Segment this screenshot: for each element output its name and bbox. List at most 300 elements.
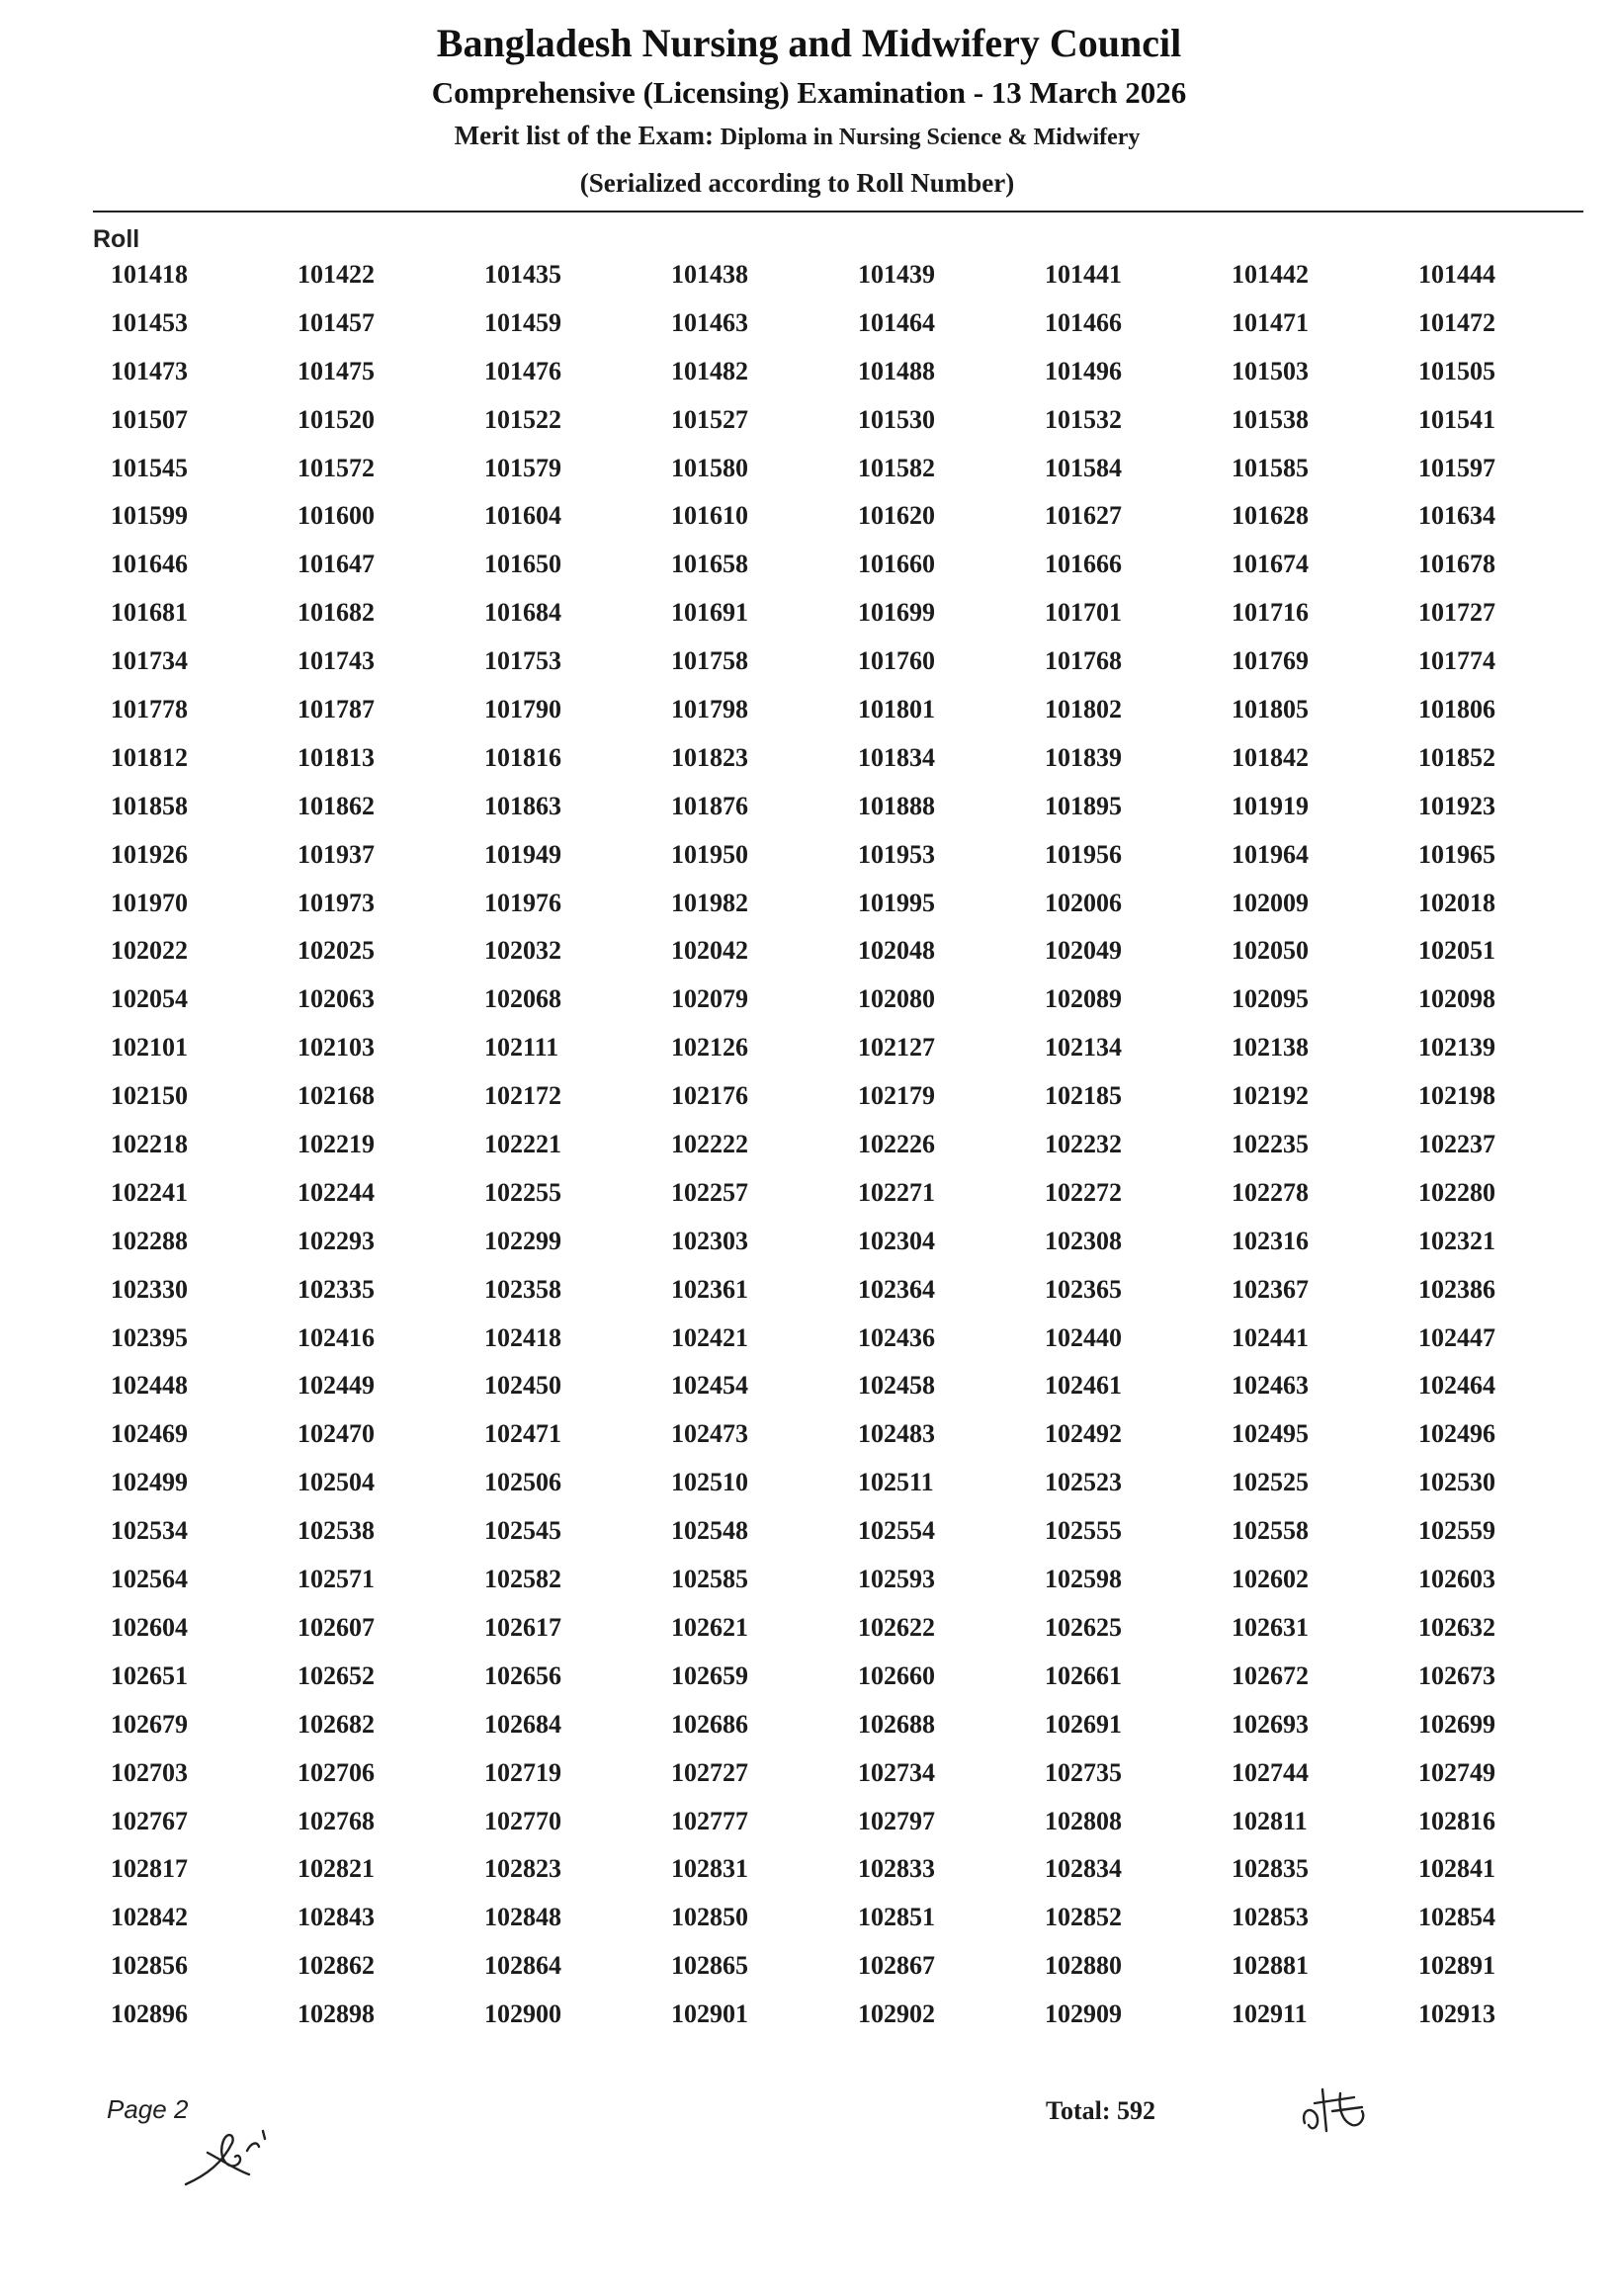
roll-number-cell: 102172 bbox=[484, 1081, 561, 1111]
roll-number-cell: 101813 bbox=[298, 742, 375, 772]
roll-number-cell: 101716 bbox=[1232, 598, 1309, 628]
roll-number-cell: 102303 bbox=[671, 1226, 748, 1255]
roll-number-cell: 102607 bbox=[298, 1612, 375, 1642]
roll-number-cell: 101982 bbox=[671, 888, 748, 917]
roll-number-cell: 101858 bbox=[111, 791, 188, 820]
table-row bbox=[111, 648, 1534, 697]
roll-number-cell: 102454 bbox=[671, 1371, 748, 1401]
roll-number-cell: 102880 bbox=[1045, 1951, 1122, 1981]
roll-number-cell: 102051 bbox=[1418, 936, 1495, 966]
roll-number-cell: 101604 bbox=[484, 501, 561, 531]
roll-number-cell: 102418 bbox=[484, 1322, 561, 1352]
roll-number-cell: 101834 bbox=[858, 742, 935, 772]
roll-number-cell: 101438 bbox=[671, 260, 748, 289]
roll-number-cell: 102244 bbox=[298, 1177, 375, 1207]
roll-number-cell: 102582 bbox=[484, 1565, 561, 1594]
roll-number-cell: 101790 bbox=[484, 695, 561, 724]
roll-number-cell: 101964 bbox=[1232, 839, 1309, 869]
roll-number-cell: 102777 bbox=[671, 1806, 748, 1835]
roll-number-cell: 102593 bbox=[858, 1565, 935, 1594]
roll-number-cell: 101949 bbox=[484, 839, 561, 869]
roll-number-cell: 102335 bbox=[298, 1274, 375, 1304]
roll-number-cell: 101475 bbox=[298, 356, 375, 385]
roll-number-cell: 102449 bbox=[298, 1371, 375, 1401]
roll-number-cell: 102896 bbox=[111, 1999, 188, 2029]
roll-number-cell: 101805 bbox=[1232, 695, 1309, 724]
roll-number-cell: 101876 bbox=[671, 791, 748, 820]
roll-number-cell: 102617 bbox=[484, 1612, 561, 1642]
roll-number-cell: 102854 bbox=[1418, 1903, 1495, 1932]
roll-number-cell: 102631 bbox=[1232, 1612, 1309, 1642]
roll-number-cell: 101464 bbox=[858, 307, 935, 337]
roll-number-cell: 101802 bbox=[1045, 695, 1122, 724]
roll-number-cell: 101862 bbox=[298, 791, 375, 820]
roll-number-cell: 102101 bbox=[111, 1033, 188, 1063]
roll-number-cell: 101505 bbox=[1418, 356, 1495, 385]
roll-number-cell: 102127 bbox=[858, 1033, 935, 1063]
roll-number-cell: 102571 bbox=[298, 1565, 375, 1594]
roll-number-cell: 102063 bbox=[298, 984, 375, 1014]
roll-number-cell: 102538 bbox=[298, 1516, 375, 1546]
roll-number-cell: 102367 bbox=[1232, 1274, 1309, 1304]
roll-number-cell: 102219 bbox=[298, 1130, 375, 1159]
roll-number-cell: 101522 bbox=[484, 404, 561, 434]
roll-number-cell: 102050 bbox=[1232, 936, 1309, 966]
serialized-note: (Serialized according to Roll Number) bbox=[579, 168, 1015, 198]
roll-number-cell: 102851 bbox=[858, 1903, 935, 1932]
roll-number-cell: 101976 bbox=[484, 888, 561, 917]
roll-number-cell: 102308 bbox=[1045, 1226, 1122, 1255]
roll-number-cell: 102727 bbox=[671, 1757, 748, 1787]
roll-number-cell: 102358 bbox=[484, 1274, 561, 1304]
roll-number-cell: 102554 bbox=[858, 1516, 935, 1546]
roll-number-cell: 102447 bbox=[1418, 1322, 1495, 1352]
table-row bbox=[111, 1177, 1534, 1229]
roll-number-cell: 102652 bbox=[298, 1660, 375, 1690]
roll-number-cell: 101806 bbox=[1418, 695, 1495, 724]
roll-number-cell: 101471 bbox=[1232, 307, 1309, 337]
roll-number-cell: 102735 bbox=[1045, 1757, 1122, 1787]
table-row bbox=[111, 262, 1534, 310]
roll-number-cell: 102656 bbox=[484, 1660, 561, 1690]
roll-number-cell: 102699 bbox=[1418, 1709, 1495, 1739]
roll-number-cell: 101965 bbox=[1418, 839, 1495, 869]
roll-number-cell: 101774 bbox=[1418, 646, 1495, 676]
roll-number-cell: 102604 bbox=[111, 1612, 188, 1642]
roll-number-cell: 101538 bbox=[1232, 404, 1309, 434]
roll-number-cell: 101439 bbox=[858, 260, 935, 289]
roll-number-cell: 101839 bbox=[1045, 742, 1122, 772]
roll-number-cell: 102679 bbox=[111, 1709, 188, 1739]
roll-number-cell: 101768 bbox=[1045, 646, 1122, 676]
table-row bbox=[111, 1083, 1534, 1132]
roll-number-cell: 101520 bbox=[298, 404, 375, 434]
roll-number-cell: 102272 bbox=[1045, 1177, 1122, 1207]
roll-number-cell: 102625 bbox=[1045, 1612, 1122, 1642]
roll-number-cell: 102126 bbox=[671, 1033, 748, 1063]
roll-number-cell: 102835 bbox=[1232, 1854, 1309, 1884]
roll-number-cell: 102416 bbox=[298, 1322, 375, 1352]
roll-number-cell: 102848 bbox=[484, 1903, 561, 1932]
roll-number-cell: 101970 bbox=[111, 888, 188, 917]
roll-number-cell: 102068 bbox=[484, 984, 561, 1014]
roll-number-cell: 101532 bbox=[1045, 404, 1122, 434]
roll-number-cell: 102856 bbox=[111, 1951, 188, 1981]
roll-number-cell: 101658 bbox=[671, 550, 748, 579]
roll-number-cell: 101441 bbox=[1045, 260, 1122, 289]
roll-number-cell: 102867 bbox=[858, 1951, 935, 1981]
roll-number-cell: 102673 bbox=[1418, 1660, 1495, 1690]
roll-number-cell: 101863 bbox=[484, 791, 561, 820]
roll-number-cell: 101527 bbox=[671, 404, 748, 434]
roll-number-cell: 102511 bbox=[858, 1468, 934, 1497]
header-divider bbox=[93, 211, 1583, 213]
council-title: Bangladesh Nursing and Midwifery Council bbox=[436, 21, 1182, 65]
roll-number-cell: 102395 bbox=[111, 1322, 188, 1352]
roll-number-cell: 101758 bbox=[671, 646, 748, 676]
roll-number-cell: 101453 bbox=[111, 307, 188, 337]
roll-number-cell: 102881 bbox=[1232, 1951, 1309, 1981]
roll-number-cell: 102558 bbox=[1232, 1516, 1309, 1546]
roll-number-cell: 102661 bbox=[1045, 1660, 1122, 1690]
roll-number-cell: 102025 bbox=[298, 936, 375, 966]
roll-number-cell: 102192 bbox=[1232, 1081, 1309, 1111]
roll-number-cell: 102364 bbox=[858, 1274, 935, 1304]
roll-number-cell: 102032 bbox=[484, 936, 561, 966]
roll-number-cell: 101650 bbox=[484, 550, 561, 579]
roll-number-cell: 101579 bbox=[484, 453, 561, 482]
roll-number-cell: 102330 bbox=[111, 1274, 188, 1304]
roll-number-cell: 101923 bbox=[1418, 791, 1495, 820]
roll-number-cell: 101442 bbox=[1232, 260, 1309, 289]
roll-number-cell: 102564 bbox=[111, 1565, 188, 1594]
roll-number-cell: 102770 bbox=[484, 1806, 561, 1835]
roll-number-cell: 101463 bbox=[671, 307, 748, 337]
roll-number-cell: 102079 bbox=[671, 984, 748, 1014]
table-row bbox=[111, 453, 1534, 504]
roll-number-cell: 101660 bbox=[858, 550, 935, 579]
roll-number-cell: 102471 bbox=[484, 1419, 561, 1449]
roll-number-cell: 102280 bbox=[1418, 1177, 1495, 1207]
roll-number-cell: 101482 bbox=[671, 356, 748, 385]
roll-number-cell: 101503 bbox=[1232, 356, 1309, 385]
table-row bbox=[111, 307, 1534, 359]
table-row bbox=[111, 839, 1534, 891]
roll-number-cell: 102843 bbox=[298, 1903, 375, 1932]
roll-number-cell: 102436 bbox=[858, 1322, 935, 1352]
roll-number-cell: 102862 bbox=[298, 1951, 375, 1981]
merit-list-line bbox=[0, 121, 1606, 151]
table-row bbox=[111, 938, 1534, 986]
roll-number-cell: 102821 bbox=[298, 1854, 375, 1884]
table-row bbox=[111, 503, 1534, 552]
roll-number-cell: 101798 bbox=[671, 695, 748, 724]
table-row bbox=[111, 1567, 1534, 1615]
roll-number-cell: 102602 bbox=[1232, 1565, 1309, 1594]
roll-number-cell: 102221 bbox=[484, 1130, 561, 1159]
table-row bbox=[111, 1274, 1534, 1325]
table-row bbox=[111, 1226, 1534, 1277]
roll-number-cell: 102852 bbox=[1045, 1903, 1122, 1932]
roll-number-cell: 102585 bbox=[671, 1565, 748, 1594]
roll-number-cell: 102103 bbox=[298, 1033, 375, 1063]
roll-number-cell: 101496 bbox=[1045, 356, 1122, 385]
table-row bbox=[111, 1373, 1534, 1421]
roll-number-cell: 102691 bbox=[1045, 1709, 1122, 1739]
roll-number-cell: 102440 bbox=[1045, 1322, 1122, 1352]
table-row bbox=[111, 1905, 1534, 1953]
roll-number-cell: 101760 bbox=[858, 646, 935, 676]
roll-number-cell: 102660 bbox=[858, 1660, 935, 1690]
roll-number-cell: 102176 bbox=[671, 1081, 748, 1111]
roll-number-cell: 101674 bbox=[1232, 550, 1309, 579]
roll-number-cell: 102767 bbox=[111, 1806, 188, 1835]
roll-number-cell: 101973 bbox=[298, 888, 375, 917]
roll-number-cell: 101682 bbox=[298, 598, 375, 628]
roll-number-cell: 102473 bbox=[671, 1419, 748, 1449]
roll-number-cell: 101995 bbox=[858, 888, 935, 917]
roll-number-cell: 102545 bbox=[484, 1516, 561, 1546]
roll-number-cell: 101584 bbox=[1045, 453, 1122, 482]
roll-number-cell: 101895 bbox=[1045, 791, 1122, 820]
roll-number-cell: 102734 bbox=[858, 1757, 935, 1787]
roll-number-cell: 101599 bbox=[111, 501, 188, 531]
roll-number-cell: 102496 bbox=[1418, 1419, 1495, 1449]
roll-number-cell: 102463 bbox=[1232, 1371, 1309, 1401]
roll-number-grid bbox=[111, 262, 1534, 2050]
roll-number-cell: 101684 bbox=[484, 598, 561, 628]
roll-number-cell: 102450 bbox=[484, 1371, 561, 1401]
table-row bbox=[111, 552, 1534, 600]
roll-number-cell: 102523 bbox=[1045, 1468, 1122, 1497]
roll-number-cell: 101418 bbox=[111, 260, 188, 289]
roll-number-cell: 102054 bbox=[111, 984, 188, 1014]
roll-number-cell: 101580 bbox=[671, 453, 748, 482]
roll-number-cell: 101476 bbox=[484, 356, 561, 385]
roll-number-cell: 101585 bbox=[1232, 453, 1309, 482]
roll-number-cell: 102448 bbox=[111, 1371, 188, 1401]
roll-number-cell: 102278 bbox=[1232, 1177, 1309, 1207]
roll-number-cell: 102316 bbox=[1232, 1226, 1309, 1255]
table-row bbox=[111, 1660, 1534, 1712]
roll-number-cell: 102255 bbox=[484, 1177, 561, 1207]
signature-right bbox=[1293, 2076, 1382, 2145]
roll-number-cell: 102150 bbox=[111, 1081, 188, 1111]
table-row bbox=[111, 986, 1534, 1035]
roll-number-cell: 102622 bbox=[858, 1612, 935, 1642]
roll-number-cell: 101691 bbox=[671, 598, 748, 628]
roll-number-cell: 102241 bbox=[111, 1177, 188, 1207]
roll-number-cell: 101646 bbox=[111, 550, 188, 579]
roll-number-cell: 102768 bbox=[298, 1806, 375, 1835]
roll-number-cell: 101953 bbox=[858, 839, 935, 869]
roll-number-cell: 102006 bbox=[1045, 888, 1122, 917]
roll-number-cell: 101600 bbox=[298, 501, 375, 531]
roll-number-cell: 101466 bbox=[1045, 307, 1122, 337]
roll-number-cell: 101545 bbox=[111, 453, 188, 482]
roll-number-cell: 102492 bbox=[1045, 1419, 1122, 1449]
roll-number-cell: 102749 bbox=[1418, 1757, 1495, 1787]
roll-number-cell: 101816 bbox=[484, 742, 561, 772]
table-row bbox=[111, 1806, 1534, 1857]
roll-number-cell: 102651 bbox=[111, 1660, 188, 1690]
roll-number-cell: 102632 bbox=[1418, 1612, 1495, 1642]
roll-number-cell: 102299 bbox=[484, 1226, 561, 1255]
roll-number-cell: 102218 bbox=[111, 1130, 188, 1159]
roll-number-cell: 101812 bbox=[111, 742, 188, 772]
roll-number-cell: 102823 bbox=[484, 1854, 561, 1884]
roll-number-cell: 101801 bbox=[858, 695, 935, 724]
roll-number-cell: 102089 bbox=[1045, 984, 1122, 1014]
table-row bbox=[111, 1132, 1534, 1180]
roll-number-cell: 101472 bbox=[1418, 307, 1495, 337]
roll-number-cell: 101610 bbox=[671, 501, 748, 531]
roll-number-cell: 101582 bbox=[858, 453, 935, 482]
table-row bbox=[111, 1470, 1534, 1518]
roll-number-cell: 102226 bbox=[858, 1130, 935, 1159]
signature-left bbox=[178, 2113, 287, 2192]
roll-number-cell: 102841 bbox=[1418, 1854, 1495, 1884]
roll-number-cell: 102098 bbox=[1418, 984, 1495, 1014]
roll-number-cell: 102902 bbox=[858, 1999, 935, 2029]
roll-number-cell: 101769 bbox=[1232, 646, 1309, 676]
roll-number-cell: 102483 bbox=[858, 1419, 935, 1449]
table-row bbox=[111, 1856, 1534, 1905]
exam-name: Diploma in Nursing Science & Midwifery bbox=[720, 125, 1141, 150]
table-row bbox=[111, 356, 1534, 407]
table-row bbox=[111, 1322, 1534, 1374]
roll-number-cell: 101634 bbox=[1418, 501, 1495, 531]
roll-number-cell: 101444 bbox=[1418, 260, 1495, 289]
roll-number-cell: 101956 bbox=[1045, 839, 1122, 869]
roll-number-cell: 101647 bbox=[298, 550, 375, 579]
roll-number-cell: 101488 bbox=[858, 356, 935, 385]
roll-number-cell: 102911 bbox=[1232, 1999, 1308, 2029]
roll-number-cell: 101753 bbox=[484, 646, 561, 676]
roll-number-cell: 102022 bbox=[111, 936, 188, 966]
roll-number-cell: 102111 bbox=[484, 1033, 559, 1063]
roll-number-cell: 102470 bbox=[298, 1419, 375, 1449]
roll-number-cell: 101888 bbox=[858, 791, 935, 820]
table-row bbox=[111, 404, 1534, 456]
roll-number-cell: 102898 bbox=[298, 1999, 375, 2029]
roll-number-cell: 102672 bbox=[1232, 1660, 1309, 1690]
roll-number-cell: 102361 bbox=[671, 1274, 748, 1304]
roll-number-cell: 102865 bbox=[671, 1951, 748, 1981]
roll-number-cell: 102222 bbox=[671, 1130, 748, 1159]
roll-number-cell: 102693 bbox=[1232, 1709, 1309, 1739]
roll-number-cell: 102198 bbox=[1418, 1081, 1495, 1111]
table-row bbox=[111, 1709, 1534, 1760]
roll-number-cell: 101597 bbox=[1418, 453, 1495, 482]
roll-number-cell: 102548 bbox=[671, 1516, 748, 1546]
roll-number-cell: 102901 bbox=[671, 1999, 748, 2029]
roll-number-cell: 102913 bbox=[1418, 1999, 1495, 2029]
roll-number-cell: 101678 bbox=[1418, 550, 1495, 579]
roll-number-cell: 102048 bbox=[858, 936, 935, 966]
roll-number-cell: 102386 bbox=[1418, 1274, 1495, 1304]
roll-number-cell: 102499 bbox=[111, 1468, 188, 1497]
roll-number-cell: 101541 bbox=[1418, 404, 1495, 434]
roll-number-cell: 102441 bbox=[1232, 1322, 1309, 1352]
roll-number-cell: 101727 bbox=[1418, 598, 1495, 628]
roll-number-cell: 102095 bbox=[1232, 984, 1309, 1014]
roll-column-label: Roll bbox=[93, 225, 140, 253]
roll-number-cell: 102469 bbox=[111, 1419, 188, 1449]
roll-number-cell: 102304 bbox=[858, 1226, 935, 1255]
roll-number-cell: 101628 bbox=[1232, 501, 1309, 531]
roll-number-cell: 102808 bbox=[1045, 1806, 1122, 1835]
roll-number-cell: 102042 bbox=[671, 936, 748, 966]
roll-number-cell: 102288 bbox=[111, 1226, 188, 1255]
roll-number-cell: 102464 bbox=[1418, 1371, 1495, 1401]
roll-number-cell: 102271 bbox=[858, 1177, 935, 1207]
roll-number-cell: 102139 bbox=[1418, 1033, 1495, 1063]
roll-number-cell: 102293 bbox=[298, 1226, 375, 1255]
roll-number-cell: 102688 bbox=[858, 1709, 935, 1739]
roll-number-cell: 102603 bbox=[1418, 1565, 1495, 1594]
roll-number-cell: 102900 bbox=[484, 1999, 561, 2029]
roll-number-cell: 102834 bbox=[1045, 1854, 1122, 1884]
roll-number-cell: 102797 bbox=[858, 1806, 935, 1835]
roll-number-cell: 102232 bbox=[1045, 1130, 1122, 1159]
roll-number-cell: 102719 bbox=[484, 1757, 561, 1787]
roll-number-cell: 101620 bbox=[858, 501, 935, 531]
table-row bbox=[111, 600, 1534, 648]
roll-number-cell: 102853 bbox=[1232, 1903, 1309, 1932]
roll-number-cell: 101572 bbox=[298, 453, 375, 482]
roll-number-cell: 101473 bbox=[111, 356, 188, 385]
roll-number-cell: 101852 bbox=[1418, 742, 1495, 772]
roll-number-cell: 102235 bbox=[1232, 1130, 1309, 1159]
table-row bbox=[111, 1953, 1534, 2001]
roll-number-cell: 101627 bbox=[1045, 501, 1122, 531]
roll-number-cell: 101926 bbox=[111, 839, 188, 869]
roll-number-cell: 101435 bbox=[484, 260, 561, 289]
roll-number-cell: 102598 bbox=[1045, 1565, 1122, 1594]
roll-number-cell: 102811 bbox=[1232, 1806, 1308, 1835]
table-row bbox=[111, 1421, 1534, 1470]
roll-number-cell: 102682 bbox=[298, 1709, 375, 1739]
table-row bbox=[111, 2001, 1534, 2050]
roll-number-cell: 102237 bbox=[1418, 1130, 1495, 1159]
roll-number-cell: 101842 bbox=[1232, 742, 1309, 772]
roll-number-cell: 102421 bbox=[671, 1322, 748, 1352]
roll-number-cell: 101937 bbox=[298, 839, 375, 869]
roll-number-cell: 102134 bbox=[1045, 1033, 1122, 1063]
roll-number-cell: 101778 bbox=[111, 695, 188, 724]
page-number: Page 2 bbox=[107, 2094, 189, 2124]
roll-number-cell: 102257 bbox=[671, 1177, 748, 1207]
roll-number-cell: 102185 bbox=[1045, 1081, 1122, 1111]
roll-number-cell: 102816 bbox=[1418, 1806, 1495, 1835]
roll-number-cell: 101422 bbox=[298, 260, 375, 289]
roll-number-cell: 102842 bbox=[111, 1903, 188, 1932]
roll-number-cell: 102495 bbox=[1232, 1419, 1309, 1449]
roll-number-cell: 101787 bbox=[298, 695, 375, 724]
roll-number-cell: 102525 bbox=[1232, 1468, 1309, 1497]
roll-number-cell: 102506 bbox=[484, 1468, 561, 1497]
table-row bbox=[111, 888, 1534, 939]
roll-number-cell: 102817 bbox=[111, 1854, 188, 1884]
table-row bbox=[111, 1518, 1534, 1567]
table-row bbox=[111, 1035, 1534, 1083]
table-row bbox=[111, 1612, 1534, 1663]
roll-number-cell: 102850 bbox=[671, 1903, 748, 1932]
roll-number-cell: 101459 bbox=[484, 307, 561, 337]
roll-number-cell: 101530 bbox=[858, 404, 935, 434]
roll-number-cell: 102461 bbox=[1045, 1371, 1122, 1401]
